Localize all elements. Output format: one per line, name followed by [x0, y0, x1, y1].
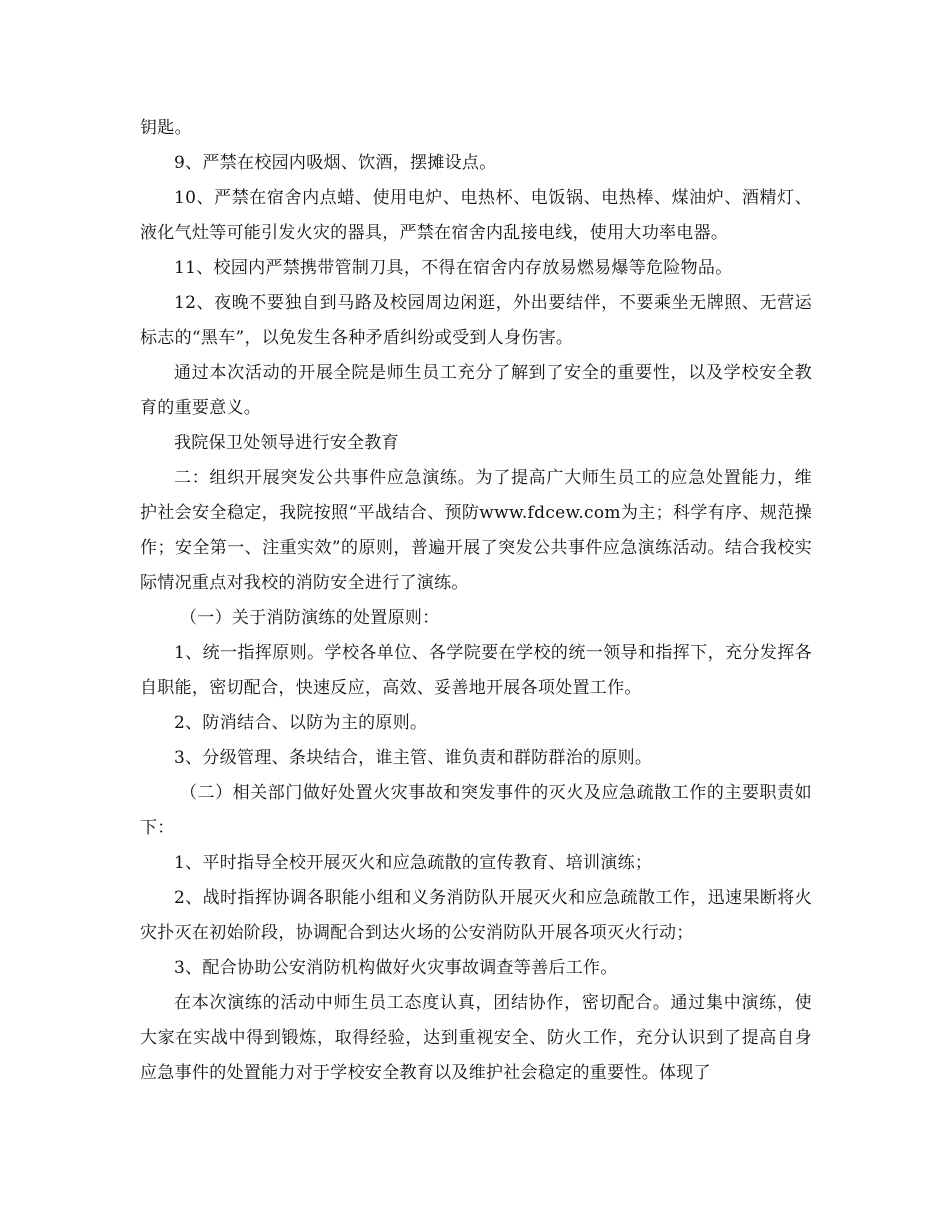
paragraph-rule-12: 12、夜晚不要独自到马路及校园周边闲逛，外出要结伴，不要乘坐无牌照、无营运标志的“黑车”，以免发生各种矛盾纠纷或受到人身伤害。	[140, 293, 812, 348]
paragraph-photo-caption: 我院保卫处领导进行安全教育	[174, 433, 399, 453]
paragraph-subsection-one-heading: （一）关于消防演练的处置原则：	[180, 608, 440, 628]
paragraph-rule-10: 10、严禁在宿舍内点蜡、使用电炉、电热杯、电饭锅、电热棒、煤油炉、酒精灯、液化气灶等可能引发火灾的器具，严禁在宿舍内乱接电线，使用大功率电器。	[140, 188, 812, 243]
paragraph-rule-9: 9、严禁在校园内吸烟、饮酒，摆摊设点。	[174, 153, 497, 173]
paragraph-drill-conclusion: 在本次演练的活动中师生员工态度认真，团结协作，密切配合。通过集中演练，使大家在实战中得到锻炼，取得经验，达到重视安全、防火工作，充分认识到了提高自身应急事件的处置能力对于学校安全教育以及维护社会稳定的重要性。体现了	[140, 993, 812, 1083]
paragraph-continuation: 钥匙。	[140, 118, 192, 138]
paragraph-activity-summary: 通过本次活动的开展全院是师生员工充分了解到了安全的重要性，以及学校安全教育的重要意义。	[140, 363, 812, 418]
paragraph-section-two: 二：组织开展突发公共事件应急演练。为了提高广大师生员工的应急处置能力，维护社会安全稳定，我院按照“平战结合、预防www.fdcew.com为主；科学有序、规范操作；安全第一、注重实效”的原则，普遍开展了突发公共事件应急演练活动。结合我校实际情况重点对我校的消防安全进行了演练。	[140, 468, 812, 593]
document-body	[140, 111, 812, 1091]
paragraph-duty-2: 2、战时指挥协调各职能小组和义务消防队开展灭火和应急疏散工作，迅速果断将火灾扑灭在初始阶段，协调配合到达火场的公安消防队开展各项灭火行动；	[140, 888, 812, 943]
paragraph-principle-2: 2、防消结合、以防为主的原则。	[174, 713, 428, 733]
paragraph-principle-1: 1、统一指挥原则。学校各单位、各学院要在学校的统一领导和指挥下，充分发挥各自职能，密切配合，快速反应，高效、妥善地开展各项处置工作。	[140, 643, 812, 698]
paragraph-principle-3: 3、分级管理、条块结合，谁主管、谁负责和群防群治的原则。	[174, 748, 653, 768]
paragraph-duty-1: 1、平时指导全校开展灭火和应急疏散的宣传教育、培训演练；	[174, 853, 653, 873]
paragraph-rule-11: 11、校园内严禁携带管制刀具，不得在宿舍内存放易燃易爆等危险物品。	[174, 258, 733, 278]
paragraph-subsection-two-heading: （二）相关部门做好处置火灾事故和突发事件的灭火及应急疏散工作的主要职责如下：	[140, 783, 812, 838]
paragraph-duty-3: 3、配合协助公安消防机构做好火灾事故调查等善后工作。	[174, 958, 618, 978]
